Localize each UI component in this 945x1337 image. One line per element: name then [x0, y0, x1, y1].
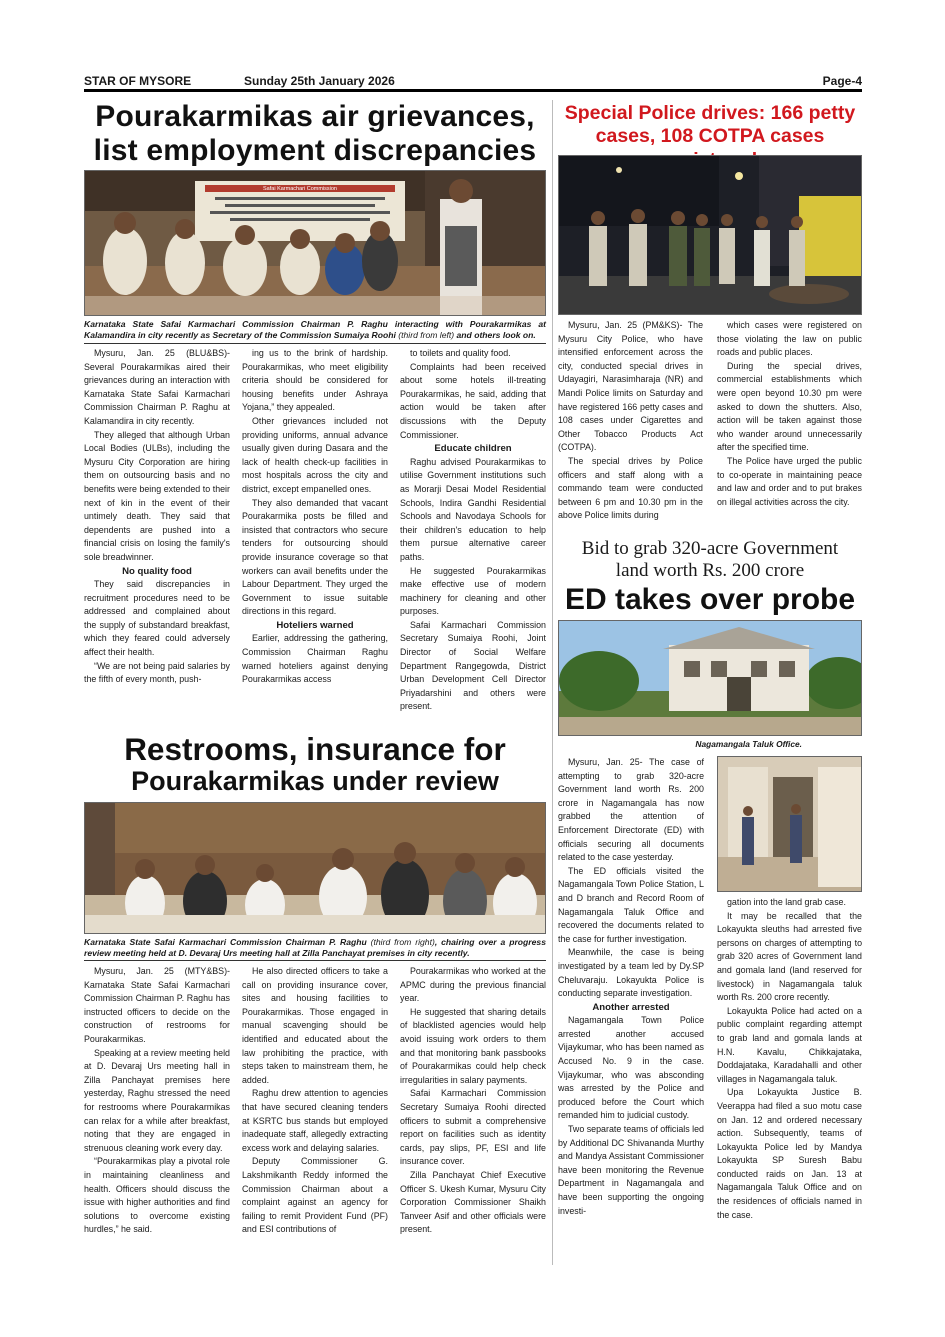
story2-photo-illustration: [559, 156, 862, 315]
subheading: No quality food: [122, 565, 192, 577]
story2-column-1: [558, 319, 703, 535]
paragraph: Earlier, addressing the gathering, Commission Chairman Raghu warned hoteliers against denying Pourakarmikas access: [242, 633, 388, 685]
paragraph: It may be recalled that the Lokayukta sleuths had arrested five persons on charges of attempting to grab 320 acres of Government land and gomala land (land reserved for livestock) in Nagamangala taluk worth Rs. 200 crore recently.: [717, 910, 862, 1003]
story1-column-3: [400, 347, 546, 727]
paragraph: The Police have urged the public to co-operate in maintaining peace and law and order and to put brakes on illegal activities across the city.: [717, 455, 862, 507]
story1-photo: [84, 170, 546, 316]
story3-kicker: [558, 538, 862, 583]
paragraph: He suggested Pourakarmikas make effective use of modern machinery for cleaning and other purposes.: [400, 565, 546, 617]
page-header: [84, 74, 862, 92]
story1-rule: [84, 343, 546, 344]
paragraph: Mysuru, Jan. 25- The case of attempting to grab 320-acre Government land worth Rs. 200 crore in Nagamangala has now grabbed the attention of Enforcement Directorate (ED) with officials securing all documents related to the case yesterday.: [558, 757, 704, 863]
story3-column-2: [717, 896, 862, 1262]
story4-photo: [84, 802, 546, 934]
paragraph: Lokayukta Police had acted on a public complaint regarding attempt to grab land and gomala lands at H.N. Kavalu, Chikkajataka, Doddajataka, Karadahalli and other villages in Nagamangala taluk.: [717, 1005, 862, 1084]
paragraph: Mysuru, Jan. 25 (MTY&BS)- Karnataka State Safai Karmachari Commission Chairman P. Raghu has instructed officers to decide on the construction of restrooms for Pourakarmikas.: [84, 966, 230, 1044]
story3-photo: [558, 620, 862, 736]
paragraph: Safai Karmachari Commission Secretary Sumaiya Roohi directed officers to submit a comprehensive report on facilities such as identity cards, pay slips, PF, ESI and life insurance cover.: [400, 1088, 546, 1167]
subheading: Another arrested: [592, 1001, 670, 1013]
paragraph: Mysuru, Jan. 25 (PM&KS)- The Mysuru City Police, who have intensified enforcement across the city, conducted special drives in Udayagiri, Narasimharaja (NR) and Mandi Police limits on Saturday and have registered 166 petty cases and 108 cases under Cigarettes and Other Tobacco Products Act (COTPA).: [558, 320, 703, 453]
story1-headline: [84, 100, 546, 167]
paragraph: Meanwhile, the case is being investigated by a team led by Dy.SP Cheluvaraju. Lokayukta Police is conducting separate investigation.: [558, 947, 704, 999]
paragraph: Zilla Panchayat Chief Executive Officer S. Ukesh Kumar, Mysuru City Corporation Commissioner Shaikh Tanveer Asif and other officials were present.: [400, 1169, 546, 1235]
story3-photo-illustration: [559, 621, 862, 736]
paragraph: “We are not being paid salaries by the fifth of every month, push-: [84, 660, 230, 685]
paragraph: Upa Lokayukta Justice B. Veerappa had filed a suo motu case on Jan. 12 and ordered necessary action. Subsequently, teams of Lokayukta Police led by Mandya Lokayukta SP Suresh Babu conducted raids on Jan. 13 at Nagamangala Taluk Office and on the residences of officials named in the case.: [717, 1087, 862, 1220]
story3-headline: ED takes over probe: [564, 583, 856, 616]
subheading: Hoteliers warned: [276, 619, 354, 631]
story3-kicker-line2: land worth Rs. 200 crore: [615, 560, 805, 582]
photo-banner-text: Safai Karmachari Commission: [263, 186, 337, 192]
story1-headline-line1: Pourakarmikas air grievances,: [95, 100, 535, 133]
story1-caption: [84, 319, 546, 340]
paragraph: “Pourakarmikas play a pivotal role in maintaining cleanliness and health. Officers should discuss the issue with higher authorities and find solutions to overcome existing hurdles,” he said.: [84, 1156, 230, 1235]
story1-photo-illustration: [85, 171, 546, 316]
story4-caption-text: Karnataka State Safai Karmachari Commission Chairman P. Raghu: [84, 937, 371, 947]
story4-rule: [84, 960, 546, 961]
story2-headline-line1: Special Police drives: 166 petty: [564, 102, 856, 124]
story3-column-1: [558, 756, 704, 1261]
paragraph: Other grievances included not providing uniforms, annual advance usually given during Dasara and the lack of health check-up facilities in most hospitals across the city and district, except empanelled ones.: [242, 415, 388, 494]
story4-headline-line2: Pourakarmikas under review: [131, 765, 499, 796]
paragraph: The ED officials visited the Nagamangala Town Police Station, L and D branch and Record Room of Nagamangala Taluk Office and recovered the documents related to the case for further investigation.: [558, 865, 704, 944]
story3-photo-caption: Nagamangala Taluk Office.: [695, 739, 802, 749]
paragraph: gation into the land grab case.: [727, 897, 846, 907]
paragraph: Deputy Commissioner G. Lakshmikanth Reddy informed the Commission Chairman about a complaint against an agency for failing to remit Provident Fund (PF) and ESI contributions of: [242, 1156, 388, 1235]
story2-photo: [558, 155, 862, 315]
paragraph: ing us to the brink of hardship. Pourakarmikas, who meet eligibility criteria should be considered for housing benefits under Ashraya Yojana,” they appealed.: [242, 348, 388, 413]
paragraph: Pourakarmikas who worked at the APMC during the previous financial year.: [400, 966, 546, 1004]
story2-headline-line2: cases, 108 COTPA cases: [595, 125, 825, 148]
story4-photo-illustration: [85, 803, 546, 934]
paragraph: He also directed officers to take a call on providing insurance cover, sites and housing facilities to Pourakarmikas. Those engaged in manual scavenging should be identified and educated about the law prohibiting the practice, with steps taken to mainstream them, he added.: [242, 966, 388, 1085]
story4-column-2: [242, 965, 388, 1265]
paragraph: The special drives by Police officers and staff along with a commando team were conducted between 6 pm and 10.30 pm in the above Police limits during: [558, 455, 703, 521]
story1-column-2: [242, 347, 388, 727]
paper-name: STAR OF MYSORE: [84, 74, 192, 88]
paragraph: Complaints had been received about some hotels ill-treating Pourakarmikas, he said, adding that action would be taken after discussions with the Deputy Commissioner.: [400, 361, 546, 440]
story4-column-3: [400, 965, 546, 1265]
paragraph: He suggested that sharing details of blacklisted agencies would help avoid issuing work orders to them and that monitoring bank passbooks of Pourakarmikas could help check irregularities in salary payments.: [400, 1006, 546, 1085]
story4-headline-line1: Restrooms, insurance for: [124, 731, 506, 767]
story4-column-1: [84, 965, 230, 1265]
subheading: Educate children: [434, 443, 512, 455]
story4-caption-end: , chairing over a progress review meeting held at D. Devaraj Urs meeting hall at Zilla Panchayat premises in city recently.: [84, 937, 546, 958]
paragraph: They said discrepancies in recruitment procedures need to be addressed and complained about the supply of substandard breakfast, which they feared could adversely affect their health.: [84, 579, 230, 658]
page-number: Page-4: [822, 74, 862, 88]
paragraph: Two separate teams of officials led by Additional DC Shivananda Murthy and Mandya Assistant Commissioner have been monitoring the Revenue Department in Nagamangala and have been supporting the ongoing investi-: [558, 1124, 704, 1216]
story2-column-2: [717, 319, 862, 535]
story3-inset-photo: [717, 756, 862, 892]
paragraph: During the special drives, commercial establishments which were open beyond 10.30 pm were asked to down the shutters. Also, action will be taken against those who wander around unnecessarily after the specified time.: [717, 360, 862, 453]
story1-caption-note: (third from left): [398, 329, 455, 340]
paragraph: to toilets and quality food.: [410, 348, 511, 358]
story1-caption-text: Karnataka State Safai Karmachari Commission Chairman P. Raghu interacting with Pourakarmikas at Kalamandira in city recently as Secretary of the Commission Sumaiya Roohi: [84, 319, 546, 340]
paragraph: Nagamangala Town Police arrested another accused Vijaykumar, who has been named as Accused No. 9 in the case. Vijaykumar, who was absconding was arrested by the Police and produced before the Court which remanded him to judicial custody.: [558, 1015, 704, 1121]
paragraph: Mysuru, Jan. 25 (BLU&BS)- Several Pourakarmikas aired their grievances during an interaction with Karnataka State Safai Karmachari Commission Chairman P. Raghu at Kalamandira in city recently.: [84, 348, 230, 426]
story3-kicker-line1: Bid to grab 320-acre Government: [581, 538, 839, 559]
paragraph: They also demanded that vacant Pourakarmika posts be filled and insisted that contractors who secure tenders for outsourcing should provide insurance coverage so that workers can avail benefits under the Labour Department. They urged the Government to issue suitable directions in this regard.: [242, 497, 388, 617]
paragraph: Safai Karmachari Commission Secretary Sumaiya Roohi, Joint Director of Social Welfare Department Rangegowda, District Urban Development Cell Director Priyadarshini and others were present.: [400, 619, 546, 712]
column-divider: [552, 100, 553, 1265]
story3-inset-illustration: [718, 757, 862, 892]
story1-column-1: [84, 347, 230, 727]
story4-headline: [84, 732, 546, 796]
paragraph: Raghu advised Pourakarmikas to utilise Government institutions such as Morarji Desai Model Residential Schools, Indira Gandhi Residential Schools and Navodaya Schools for their children's education to help them pursue alternative career paths.: [400, 456, 546, 562]
story1-headline-line2: list employment discrepancies: [93, 133, 537, 167]
story1-caption-end: and others look on.: [454, 329, 536, 340]
story4-caption-note: (third from right): [370, 937, 435, 947]
issue-date: Sunday 25th January 2026: [244, 74, 395, 88]
paragraph: Raghu drew attention to agencies that have secured cleaning tenders at KSRTC bus stands but employed inadequate staff, allegedly extracting excess work and delaying salaries.: [242, 1088, 388, 1153]
paragraph: Speaking at a review meeting held at D. Devaraj Urs meeting hall in Zilla Panchayat premises here yesterday, Raghu stressed the need for restrooms where Pourakarmikas can relax for a while after breakfast, noting that they are engaged in strenuous cleaning work every day.: [84, 1047, 230, 1153]
story4-caption: [84, 937, 546, 958]
paragraph: which cases were registered on those violating the law on public roads and public places.: [717, 320, 862, 358]
paragraph: They alleged that although Urban Local Bodies (ULBs), including the Mysuru City Corporation are hiring them on outsourcing basis and no benefits were being extended to their next of kin in the event of their untimely death. They said that dependents are pushed into a financial crisis on losing the family's sole breadwinner.: [84, 429, 230, 562]
